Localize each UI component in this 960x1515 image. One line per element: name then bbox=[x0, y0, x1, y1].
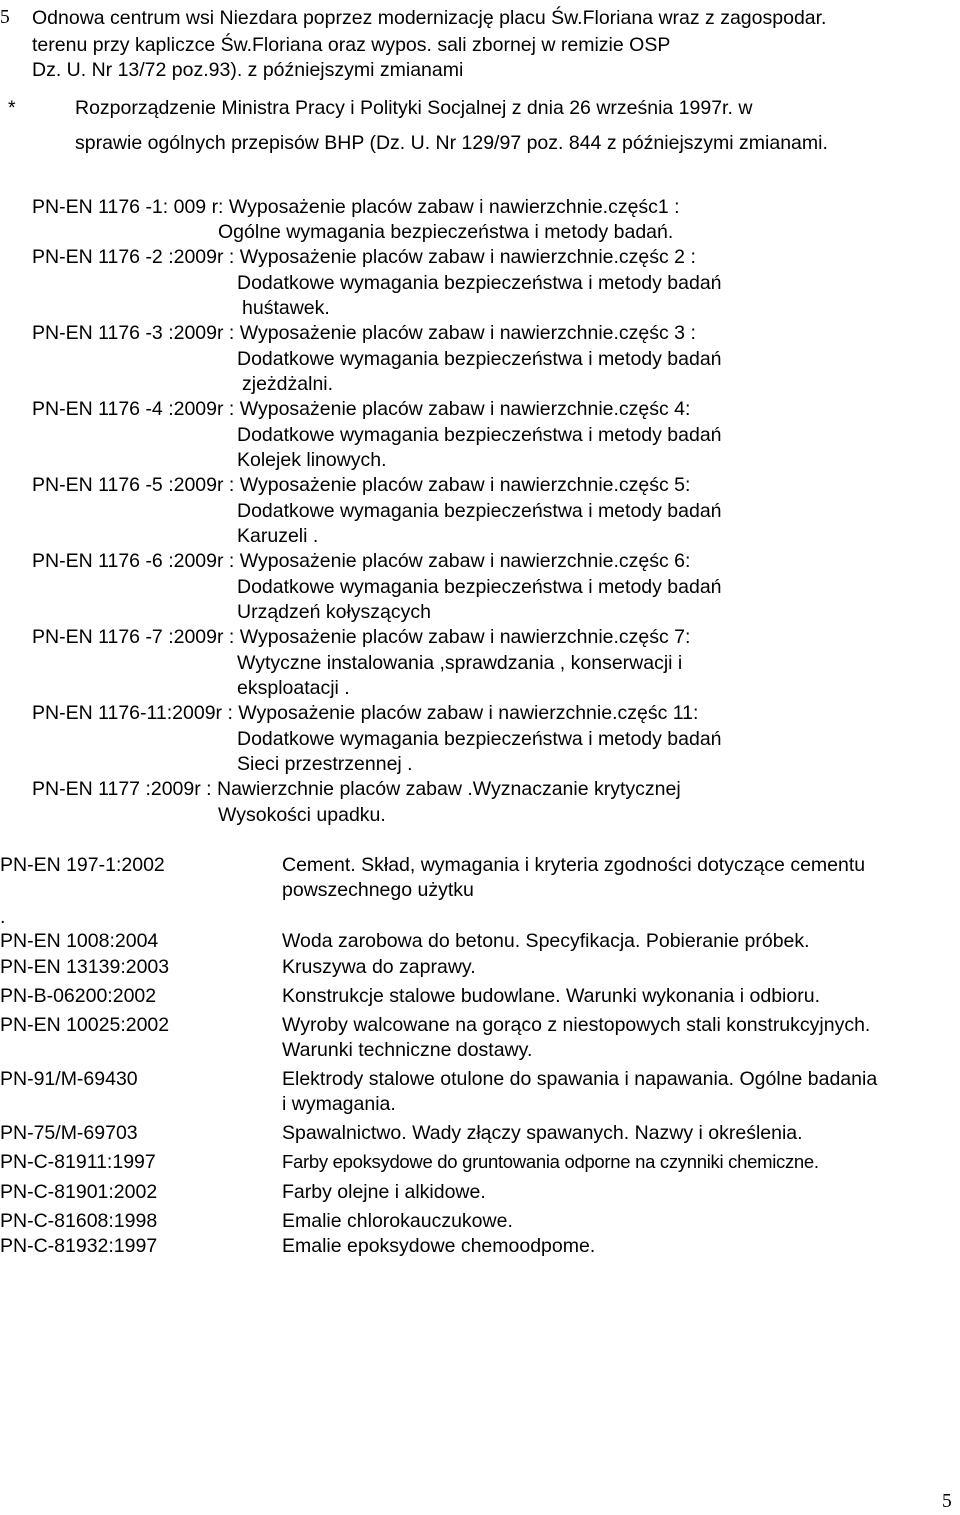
asterisk-marker: * bbox=[8, 97, 16, 119]
regulation-line: Rozporządzenie Ministra Pracy i Polityki Socjalnej z dnia 26 września 1997r. w bbox=[75, 97, 753, 119]
standard-line: Ogólne wymagania bezpieczeństwa i metody badań. bbox=[218, 221, 674, 243]
standard-line: Dodatkowe wymagania bezpieczeństwa i metody badań bbox=[237, 424, 722, 446]
list-number: 5 bbox=[0, 7, 10, 28]
standard-description: Konstrukcje stalowe budowlane. Warunki wykonania i odbioru. bbox=[282, 985, 820, 1007]
header-line: Odnowa centrum wsi Niezdara poprzez modernizację placu Św.Floriana wraz z zagospodar. bbox=[32, 7, 827, 29]
standard-line: Kolejek linowych. bbox=[237, 449, 387, 471]
standard-description: powszechnego użytku bbox=[282, 879, 474, 901]
standard-line: Dodatkowe wymagania bezpieczeństwa i metody badań bbox=[237, 348, 722, 370]
standard-line: PN-EN 1176 -1: 009 r: Wyposażenie placów zabaw i nawierzchnie.częśc1 : bbox=[32, 196, 680, 218]
standard-line: Urządzeń kołyszących bbox=[237, 601, 431, 623]
standard-line: zjeżdżalni. bbox=[242, 373, 334, 395]
standard-line: Dodatkowe wymagania bezpieczeństwa i metody badań bbox=[237, 576, 722, 598]
standard-code: PN-91/M-69430 bbox=[0, 1068, 138, 1090]
standard-line: Dodatkowe wymagania bezpieczeństwa i metody badań bbox=[237, 272, 722, 294]
standard-line: PN-EN 1176-11:2009r : Wyposażenie placów zabaw i nawierzchnie.częśc 11: bbox=[32, 702, 699, 724]
standard-description: Cement. Skład, wymagania i kryteria zgodności dotyczące cementu bbox=[282, 854, 866, 876]
standard-code: PN-C-81901:2002 bbox=[0, 1181, 158, 1203]
standard-line: Wytyczne instalowania ,sprawdzania , konserwacji i bbox=[237, 652, 683, 674]
standard-code: . bbox=[0, 906, 6, 928]
standard-code: PN-EN 10025:2002 bbox=[0, 1014, 170, 1036]
standard-description: Kruszywa do zaprawy. bbox=[282, 956, 476, 978]
standard-line: PN-EN 1176 -3 :2009r : Wyposażenie placów zabaw i nawierzchnie.częśc 3 : bbox=[32, 322, 696, 344]
standard-line: Wysokości upadku. bbox=[218, 804, 386, 826]
standard-description: Spawalnictwo. Wady złączy spawanych. Nazwy i określenia. bbox=[282, 1122, 803, 1144]
standard-line: PN-EN 1176 -6 :2009r : Wyposażenie placów zabaw i nawierzchnie.częśc 6: bbox=[32, 550, 691, 572]
header-line: terenu przy kapliczce Św.Floriana oraz wypos. sali zborne​j w remizie OSP bbox=[32, 34, 671, 56]
standard-code: PN-75/M-69703 bbox=[0, 1122, 138, 1144]
standard-description: Farby olejne i alkidowe. bbox=[282, 1181, 486, 1203]
page-number: 5 bbox=[942, 1491, 952, 1512]
standard-line: Sieci przestrzennej . bbox=[237, 753, 413, 775]
standard-code: PN-C-81932:1997 bbox=[0, 1235, 158, 1257]
standard-code: PN-B-06200:2002 bbox=[0, 985, 157, 1007]
standard-description: Farby epoksydowe do gruntowania odporne na czynniki chemiczne. bbox=[282, 1151, 819, 1172]
standard-description: Emalie epoksydowe chemoodpome. bbox=[282, 1235, 596, 1257]
standard-description: Wyroby walcowane na gorąco z niestopowych stali konstrukcyjnych. bbox=[282, 1014, 871, 1036]
standard-line: huśtawek. bbox=[242, 297, 330, 319]
header-line: Dz. U. Nr 13/72 poz.93). z późniejszymi zmianami bbox=[32, 59, 464, 81]
standard-code: PN-EN 197-1:2002 bbox=[0, 854, 165, 876]
standard-line: eksploatacji . bbox=[237, 677, 350, 699]
standard-description: Woda zarobowa do betonu. Specyfikacja. Pobieranie próbek. bbox=[282, 930, 810, 952]
standard-line: PN-EN 1176 -2 :2009r : Wyposażenie placów zabaw i nawierzchnie.częśc 2 : bbox=[32, 246, 696, 268]
standard-description: Emalie chlorokauczukowe. bbox=[282, 1210, 513, 1232]
standard-line: PN-EN 1177 :2009r : Nawierzchnie placów zabaw .Wyznaczanie krytycznej bbox=[32, 778, 681, 800]
standard-line: Dodatkowe wymagania bezpieczeństwa i metody badań bbox=[237, 500, 722, 522]
standard-code: PN-EN 1008:2004 bbox=[0, 930, 159, 952]
standard-code: PN-EN 13139:2003 bbox=[0, 956, 170, 978]
standard-line: Dodatkowe wymagania bezpieczeństwa i metody badań bbox=[237, 728, 722, 750]
standard-line: PN-EN 1176 -7 :2009r : Wyposażenie placów zabaw i nawierzchnie.częśc 7: bbox=[32, 626, 691, 648]
standard-code: PN-C-81608:1998 bbox=[0, 1210, 158, 1232]
standard-description: Warunki techniczne dostawy. bbox=[282, 1039, 533, 1061]
standard-line: Karuzeli . bbox=[237, 525, 319, 547]
standard-code: PN-C-81911:1997 bbox=[0, 1151, 156, 1173]
standard-line: PN-EN 1176 -4 :2009r : Wyposażenie placów zabaw i nawierzchnie.częśc 4: bbox=[32, 398, 691, 420]
regulation-line: sprawie ogólnych przepisów BHP (Dz. U. Nr 129/97 poz. 844 z późniejszymi zmianami. bbox=[75, 132, 828, 154]
standard-description: i wymagania. bbox=[282, 1093, 396, 1115]
standard-line: PN-EN 1176 -5 :2009r : Wyposażenie placów zabaw i nawierzchnie.częśc 5: bbox=[32, 474, 691, 496]
standard-description: Elektrody stalowe otulone do spawania i napawania. Ogólne badania bbox=[282, 1068, 878, 1090]
